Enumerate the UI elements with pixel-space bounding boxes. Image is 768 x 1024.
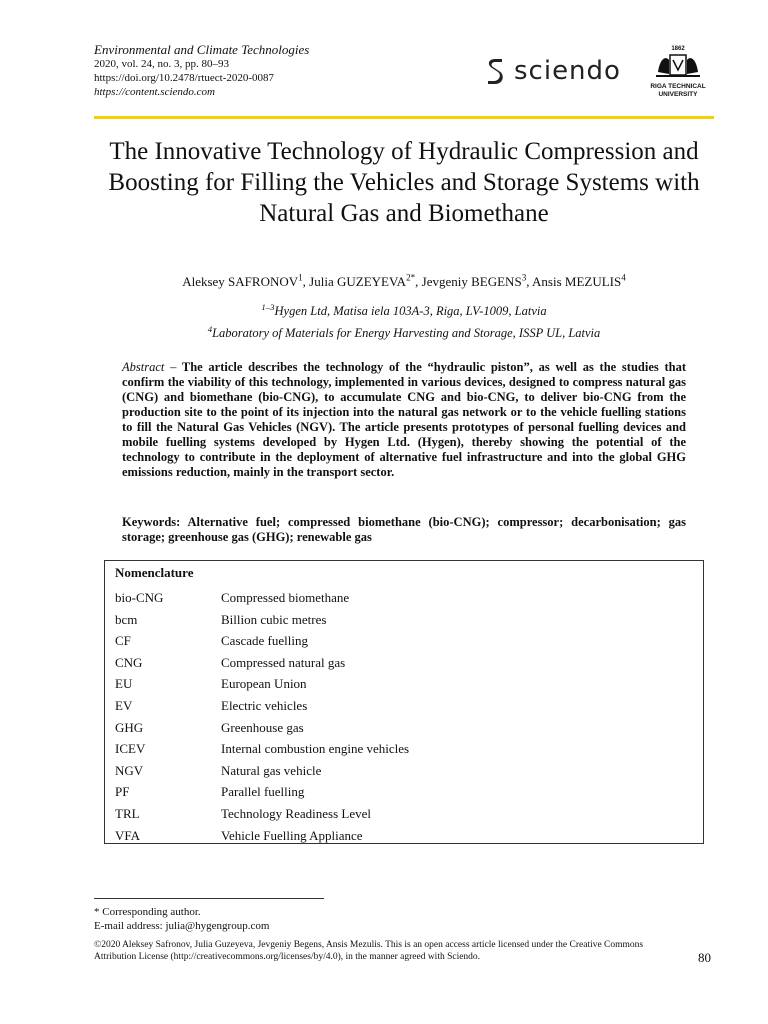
nomenclature-row (115, 695, 695, 717)
journal-header (94, 42, 714, 116)
footnote-divider (94, 898, 324, 899)
definition: Cascade fuelling (221, 633, 308, 649)
doi-link[interactable]: https://doi.org/10.2478/rtuect-2020-0087 (94, 72, 275, 84)
author-affiliation-mark: 4 (621, 272, 626, 283)
nomenclature-heading: Nomenclature (115, 565, 194, 580)
header-divider (94, 116, 714, 119)
abstract (122, 360, 686, 480)
author-name: Ansis MEZULIS (532, 274, 622, 289)
rtu-logo (642, 46, 714, 99)
nomenclature-row (115, 803, 695, 825)
author-name: Aleksey SAFRONOV (182, 274, 299, 289)
sciendo-s-icon (484, 57, 506, 85)
definition: Natural gas vehicle (221, 762, 322, 778)
affiliation-mark: 1–3 (261, 301, 275, 312)
author-affiliation-mark: 1 (298, 272, 303, 283)
abbreviation: CF (115, 633, 131, 649)
page-number: 80 (698, 950, 711, 965)
author-name: Julia GUZEYEVA (309, 274, 407, 289)
rtu-crest-icon (656, 52, 700, 78)
abbreviation: CNG (115, 654, 143, 670)
author-list: Aleksey SAFRONOV$^1$, Julia $GUZEYEVA^{2*}$, Jevgeniy BEGENS$^3$, Ansis MEZULIS$^4$ (182, 272, 626, 289)
affiliation (94, 301, 714, 319)
affiliation-text: Laboratory of Materials for Energy Harvesting and Storage, ISSP UL, Latvia (212, 326, 601, 340)
journal-name: Environmental and Climate Technologies (94, 42, 310, 57)
definition: Electric vehicles (221, 697, 308, 713)
nomenclature-table (115, 587, 695, 846)
author-name: Jevgeniy BEGENS (421, 274, 522, 289)
affiliation (94, 323, 714, 341)
affiliation-mark: 4 (207, 323, 213, 334)
nomenclature-row (115, 609, 695, 631)
nomenclature-row (115, 652, 695, 674)
nomenclature-row (115, 587, 695, 609)
abbreviation: NGV (115, 762, 144, 778)
abbreviation: ICEV (115, 741, 146, 757)
abstract-label: Abstract – (122, 360, 177, 374)
abbreviation: bcm (115, 611, 138, 627)
abbreviation: PF (115, 784, 130, 800)
corresponding-author-note: * Corresponding author. (94, 906, 201, 918)
definition: Internal combustion engine vehicles (221, 741, 410, 757)
nomenclature-row (115, 738, 695, 760)
keywords: Keywords: Alternative fuel; compressed biomethane (bio-CNG); compressor; decarbonisation; gas storage; greenhouse gas (GHG); renewable gas (122, 515, 686, 544)
sciendo-logo (484, 56, 621, 86)
abbreviation: GHG (115, 719, 144, 735)
rtu-name-line2: UNIVERSITY (658, 91, 698, 98)
abbreviation: EU (115, 676, 133, 692)
abbreviation: VFA (115, 827, 141, 843)
sciendo-wordmark: sciendo (514, 56, 621, 86)
nomenclature-row (115, 630, 695, 652)
nomenclature-row (115, 760, 695, 782)
author-affiliation-mark: 3 (521, 272, 527, 283)
copyright-notice: ©2020 Aleksey Safronov, Julia Guzeyeva, Jevgeniy Begens, Ansis Mezulis. This is an open access article licensed under the Creative Commons Attribution License (http://creativecommons.org/licenses/by/4.0), in the manner agreed with Sciendo. (94, 940, 644, 962)
nomenclature-row (115, 673, 695, 695)
abbreviation: EV (115, 697, 133, 713)
definition: Greenhouse gas (221, 719, 304, 735)
affiliation-text: Hygen Ltd, Matisa iela 103A-3, Riga, LV-1009, Latvia (274, 304, 547, 318)
definition: Compressed biomethane (221, 590, 350, 605)
nomenclature-row (115, 781, 695, 803)
definition: Parallel fuelling (221, 784, 305, 800)
abbreviation: TRL (115, 805, 140, 821)
author-affiliation-mark: 2* (406, 272, 416, 283)
definition: Technology Readiness Level (221, 805, 371, 821)
definition: Billion cubic metres (221, 611, 327, 627)
email-address[interactable]: E-mail address: julia@hygengroup.com (94, 920, 270, 932)
journal-volume: 2020, vol. 24, no. 3, pp. 80–93 (94, 58, 230, 70)
nomenclature-box (104, 560, 704, 844)
abbreviation: bio-CNG (115, 590, 164, 605)
journal-url-link[interactable]: https://content.sciendo.com (94, 86, 215, 98)
definition: Vehicle Fuelling Appliance (221, 827, 363, 843)
article-title: The Innovative Technology of Hydraulic Compression and Boosting for Filling the Vehicles and Storage Systems with Natural Gas and Biomethane (108, 138, 700, 227)
abstract-text: The article describes the technology of the “hydraulic piston”, as well as the studies that confirm the viability of this technology, implemented in various devices, designed to compress natural gas (CNG) and biomethane (bio-CNG), to accumulate CNG and bio-CNG, to deliver bio-CNG from the production site to the point of its injection into the natural gas network or to the vehicle fuelling stations to fill the Natural Gas Vehicles (NGV). The article presents prototypes of personal fuelling devices and mobile fuelling systems developed by Hygen Ltd. (Hygen), thereby showing the potential of the technology to contribute in the deployment of alternative fuel infrastructure and into the global GHG emissions reduction, mainly in the transport sector. (122, 360, 687, 479)
rtu-year: 1862 (671, 46, 685, 52)
definition: European Union (221, 676, 307, 692)
definition: Compressed natural gas (221, 654, 346, 670)
nomenclature-row (115, 825, 695, 847)
rtu-name-line1: RIGA TECHNICAL (650, 83, 706, 90)
nomenclature-row (115, 717, 695, 739)
